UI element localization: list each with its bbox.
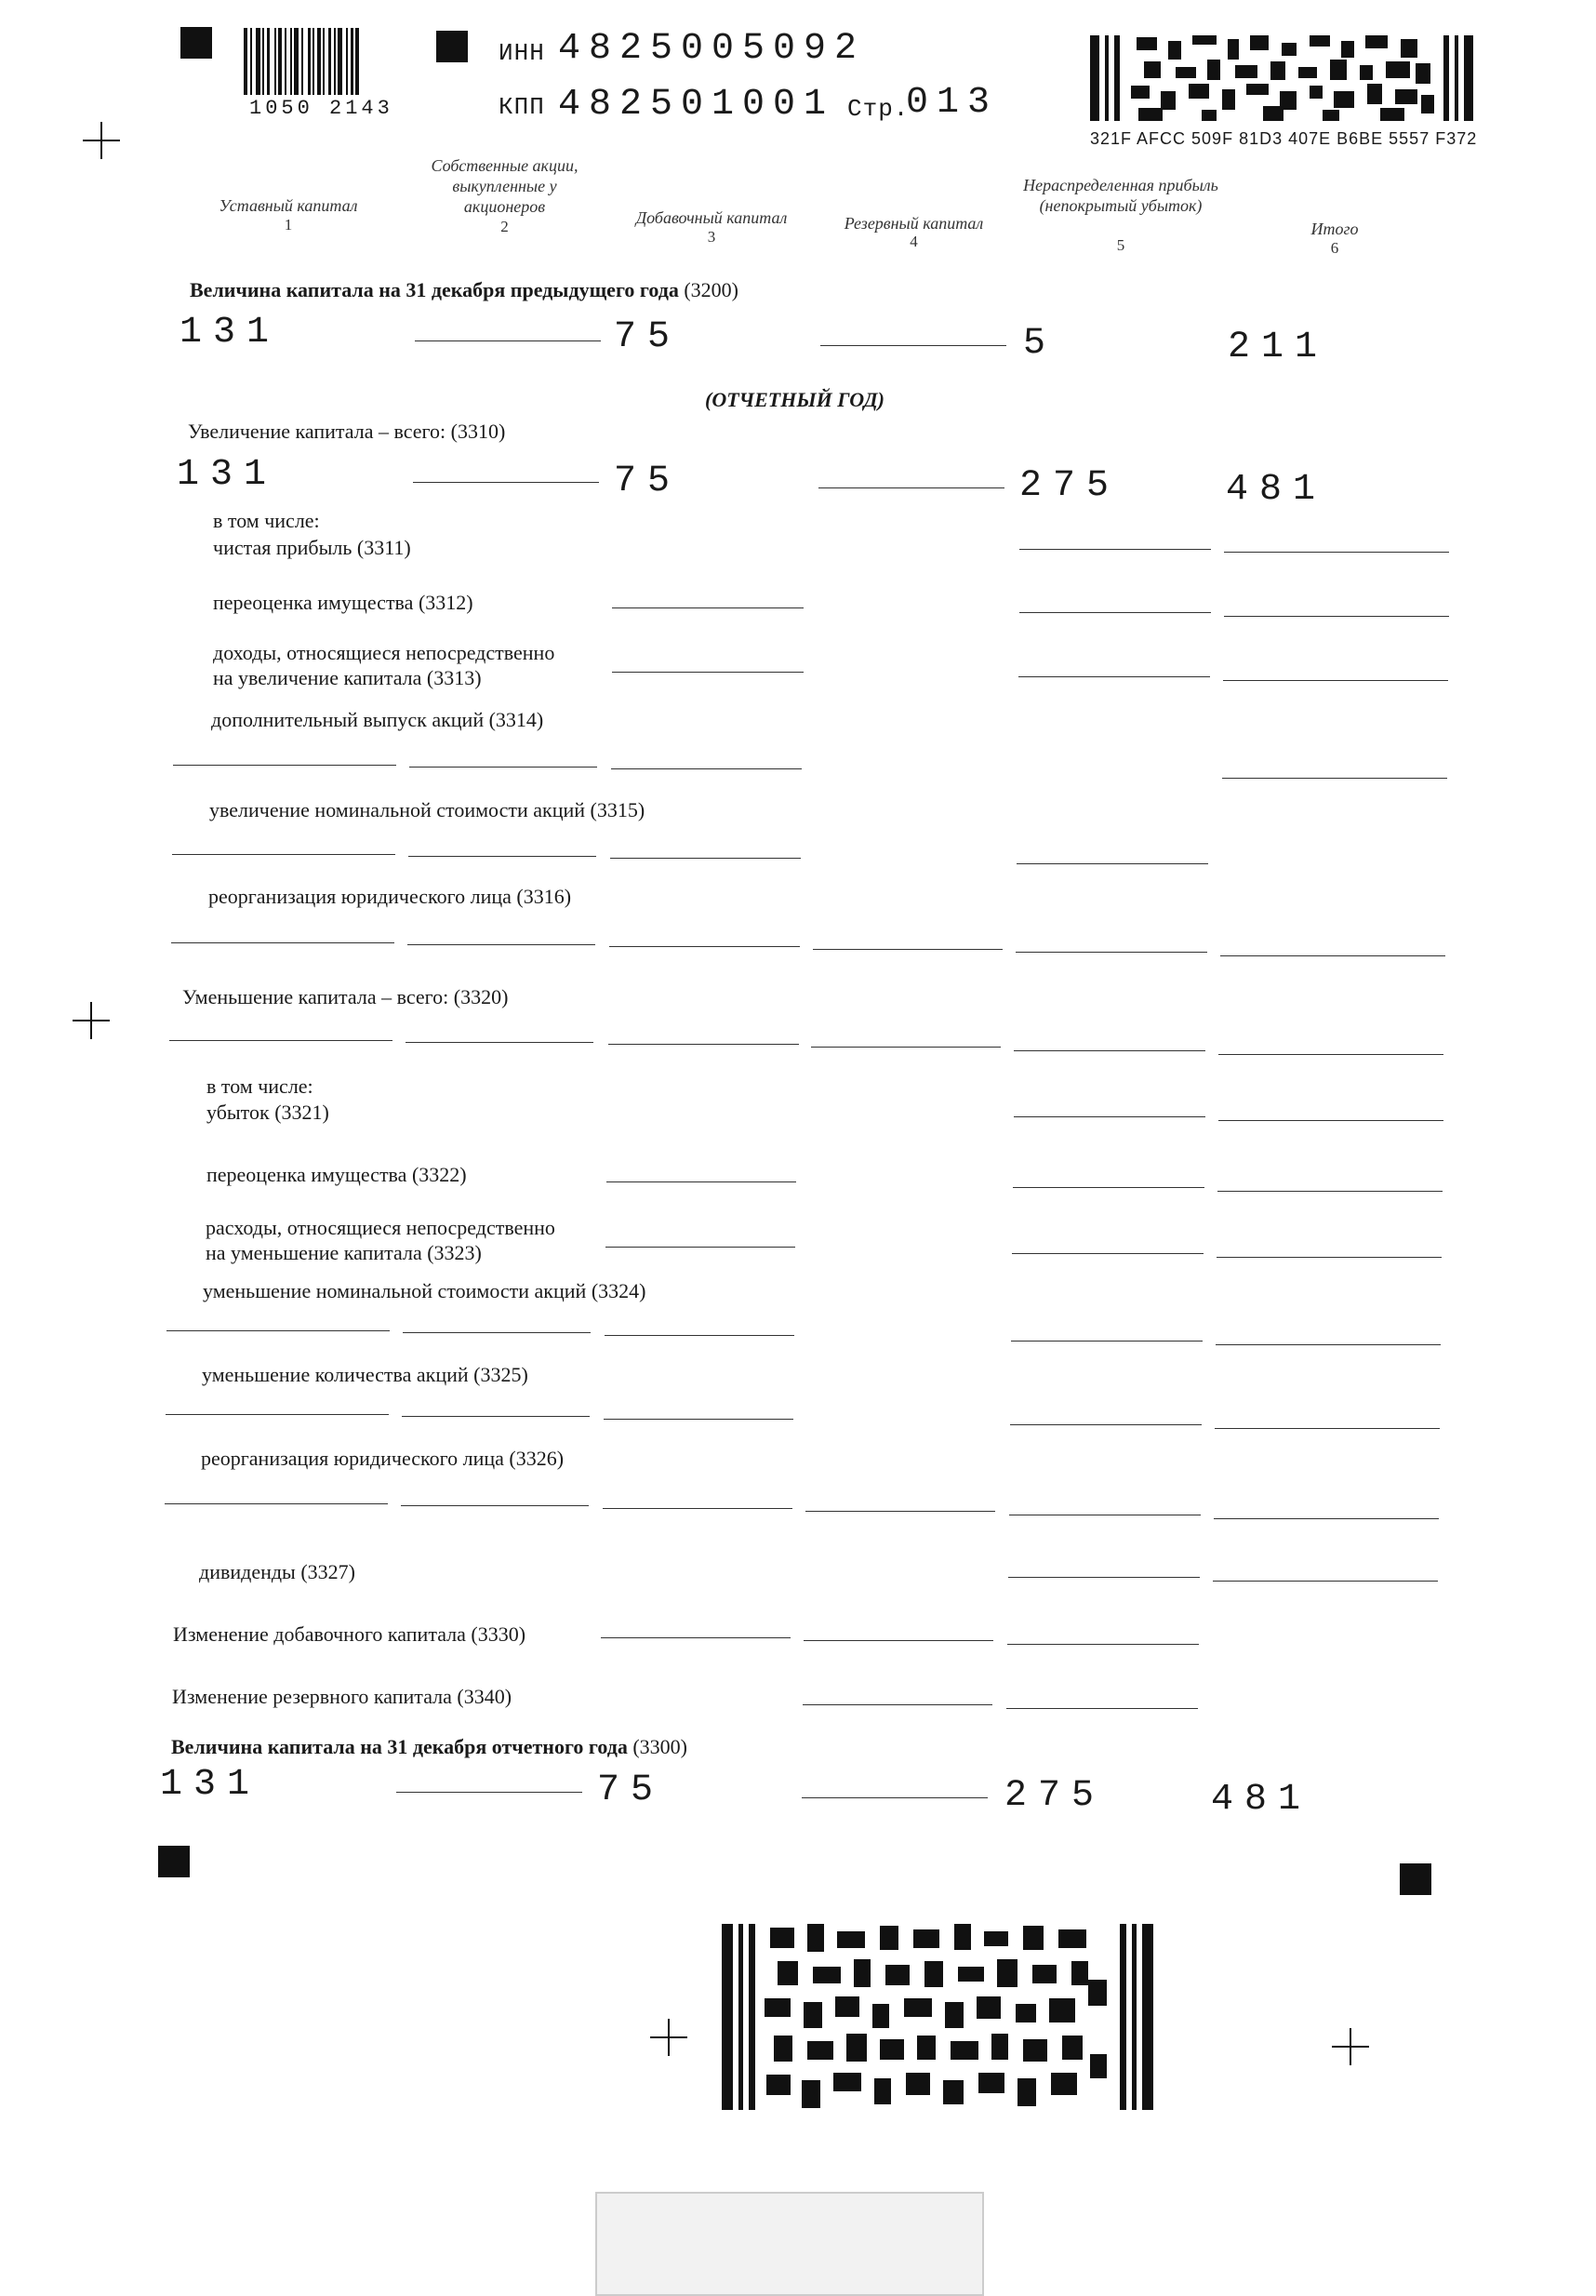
field-3312-col3[interactable] (612, 607, 804, 608)
field-3320-col1[interactable] (169, 1040, 392, 1041)
field-3313-col6[interactable] (1223, 680, 1448, 681)
field-3314-col6[interactable] (1222, 778, 1447, 779)
value-3310-col1: 131 (177, 454, 278, 496)
field-3320-col6[interactable] (1218, 1054, 1443, 1055)
dash-3200-col2 (415, 340, 601, 341)
value-3200-col1: 131 (180, 312, 281, 354)
value-3300-col6: 481 (1211, 1779, 1312, 1821)
field-3311-col6[interactable] (1224, 552, 1449, 553)
field-3314-col1[interactable] (173, 765, 396, 766)
datamatrix-code-top (1090, 35, 1473, 121)
value-3200-col6: 211 (1228, 327, 1329, 368)
field-3314-col2[interactable] (409, 767, 597, 768)
column-header-2: Собственные акции, выкупленные у акционеров (431, 156, 579, 216)
field-3325-col5[interactable] (1010, 1424, 1202, 1425)
row-label-3324: уменьшение номинальной стоимости акций (3324) (203, 1279, 646, 1302)
column-number-1: 1 (284, 216, 293, 234)
field-3313-col3[interactable] (612, 672, 804, 673)
crosshair-mark (83, 122, 120, 159)
field-3322-col3[interactable] (606, 1181, 796, 1182)
field-3315-col5[interactable] (1017, 863, 1208, 864)
page-number: 013 (906, 82, 999, 124)
row-label-3200: Величина капитала на 31 декабря предыдущего года (3200) (190, 278, 738, 301)
field-3320-col5[interactable] (1014, 1050, 1205, 1051)
kpp-label: КПП (499, 93, 545, 121)
field-3322-col6[interactable] (1217, 1191, 1443, 1192)
row-label-3327: дивиденды (3327) (199, 1560, 355, 1583)
field-3326-col3[interactable] (603, 1508, 792, 1509)
scanner-tab (595, 2192, 984, 2296)
in-that-number-label: в том числе: (206, 1075, 313, 1098)
column-header-4: Резервный капитал (844, 214, 984, 233)
column-number-3: 3 (707, 228, 716, 246)
field-3320-col2[interactable] (406, 1042, 593, 1043)
field-3324-col3[interactable] (605, 1335, 794, 1336)
field-3316-col6[interactable] (1220, 955, 1445, 956)
row-label-3315: увеличение номинальной стоимости акций (3315) (209, 798, 645, 821)
field-3320-col3[interactable] (608, 1044, 799, 1045)
field-3325-col6[interactable] (1215, 1428, 1440, 1429)
value-3310-col3: 75 (614, 461, 682, 502)
value-3200-col3: 75 (614, 316, 682, 358)
field-3326-col1[interactable] (165, 1503, 388, 1504)
value-3300-col1: 131 (160, 1764, 261, 1806)
field-3320-col4[interactable] (811, 1047, 1001, 1048)
field-3326-col6[interactable] (1214, 1518, 1439, 1519)
dash-3310-col4 (818, 487, 1004, 488)
row-label-3313-line2: на увеличение капитала (3313) (213, 666, 482, 689)
barcode-number: 1050 2143 (249, 97, 393, 120)
field-3325-col1[interactable] (166, 1414, 389, 1415)
row-label-3313-line1: доходы, относящиеся непосредственно (213, 641, 555, 664)
field-3321-col5[interactable] (1014, 1116, 1205, 1117)
field-3323-col5[interactable] (1012, 1253, 1204, 1254)
column-number-4: 4 (910, 233, 918, 250)
dash-3200-col4 (820, 345, 1006, 346)
field-3330-col3[interactable] (601, 1637, 791, 1638)
field-3312-col5[interactable] (1019, 612, 1211, 613)
row-label-3312: переоценка имущества (3312) (213, 591, 473, 614)
row-label-3300: Величина капитала на 31 декабря отчетного года (3300) (171, 1735, 687, 1758)
page-label: Стр. (847, 95, 910, 123)
field-3314-col3[interactable] (611, 768, 802, 769)
field-3340-col4[interactable] (803, 1704, 992, 1705)
field-3316-col4[interactable] (813, 949, 1003, 950)
column-header-6: Итого (1310, 220, 1359, 238)
field-3322-col5[interactable] (1013, 1187, 1204, 1188)
datamatrix-code-bottom (722, 1924, 1153, 2110)
field-3311-col5[interactable] (1019, 549, 1211, 550)
inn-value: 4825005092 (558, 28, 866, 70)
column-header-3: Добавочный капитал (635, 208, 788, 227)
column-number-2: 2 (500, 218, 509, 235)
registration-mark-bottom-left (158, 1846, 190, 1877)
value-3300-col5: 275 (1004, 1775, 1106, 1817)
in-that-number-label: в том числе: (213, 509, 320, 532)
field-3324-col5[interactable] (1011, 1341, 1203, 1342)
column-number-5: 5 (1116, 236, 1125, 254)
section-heading-reporting-year: (ОТЧЕТНЫЙ ГОД) (705, 388, 884, 411)
registration-mark-bottom-right (1400, 1863, 1431, 1895)
field-3321-col6[interactable] (1218, 1120, 1443, 1121)
field-3316-col3[interactable] (609, 946, 800, 947)
crosshair-mark (1332, 2028, 1369, 2065)
registration-mark-top-left (180, 27, 212, 59)
value-3310-col6: 481 (1226, 469, 1327, 511)
field-3326-col4[interactable] (805, 1511, 995, 1512)
column-header-5: Нераспределенная прибыль (непокрытый убыток) (1023, 176, 1218, 215)
column-number-6: 6 (1330, 239, 1339, 257)
row-label-3321: убыток (3321) (206, 1101, 329, 1124)
row-label-3314: дополнительный выпуск акций (3314) (211, 708, 544, 731)
crosshair-mark (73, 1002, 110, 1039)
field-3340-col5[interactable] (1006, 1708, 1198, 1709)
crosshair-mark (650, 2019, 687, 2056)
value-3300-col3: 75 (597, 1769, 665, 1811)
registration-mark-top-center (436, 31, 468, 62)
row-label-3330: Изменение добавочного капитала (3330) (173, 1622, 526, 1646)
dash-3310-col2 (413, 482, 599, 483)
row-label-3320: Уменьшение капитала – всего: (3320) (182, 985, 509, 1008)
column-header-1: Уставный капитал (219, 196, 358, 215)
field-3323-col6[interactable] (1217, 1257, 1442, 1258)
field-3325-col2[interactable] (402, 1416, 590, 1417)
value-3310-col5: 275 (1019, 465, 1121, 507)
field-3330-col4[interactable] (804, 1640, 993, 1641)
row-label-3323-line1: расходы, относящиеся непосредственно (206, 1216, 555, 1239)
dash-3300-col2 (396, 1792, 582, 1793)
row-label-3326: реорганизация юридического лица (3326) (201, 1447, 565, 1470)
row-label-3325: уменьшение количества акций (3325) (202, 1363, 528, 1386)
linear-barcode (244, 28, 359, 95)
field-3316-col2[interactable] (407, 944, 595, 945)
row-label-3322: переоценка имущества (3322) (206, 1163, 467, 1186)
field-3312-col6[interactable] (1224, 616, 1449, 617)
field-3324-col6[interactable] (1216, 1344, 1441, 1345)
field-3324-col1[interactable] (166, 1330, 390, 1331)
field-3315-col2[interactable] (408, 856, 596, 857)
field-3327-col5[interactable] (1008, 1577, 1200, 1578)
field-3315-col1[interactable] (172, 854, 395, 855)
row-label-3311: чистая прибыль (3311) (213, 536, 411, 559)
field-3325-col3[interactable] (604, 1419, 793, 1420)
row-label-3323-line2: на уменьшение капитала (3323) (206, 1241, 482, 1264)
row-label-3340: Изменение резервного капитала (3340) (172, 1685, 512, 1708)
field-3323-col3[interactable] (605, 1247, 795, 1248)
field-3313-col5[interactable] (1018, 676, 1210, 677)
row-label-3310: Увеличение капитала – всего: (3310) (188, 420, 506, 443)
document-hash: 321F AFCC 509F 81D3 407E B6BE 5557 F372 (1090, 129, 1478, 148)
field-3327-col6[interactable] (1213, 1581, 1438, 1582)
field-3315-col3[interactable] (610, 858, 801, 859)
field-3316-col5[interactable] (1016, 952, 1207, 953)
field-3330-col5[interactable] (1007, 1644, 1199, 1645)
row-label-3316: реорганизация юридического лица (3316) (208, 885, 572, 908)
value-3200-col5: 5 (1023, 323, 1057, 365)
inn-label: ИНН (499, 39, 545, 67)
field-3326-col2[interactable] (401, 1505, 589, 1506)
dash-3300-col4 (802, 1797, 988, 1798)
kpp-value: 482501001 (558, 84, 835, 126)
field-3324-col2[interactable] (403, 1332, 591, 1333)
field-3316-col1[interactable] (171, 942, 394, 943)
